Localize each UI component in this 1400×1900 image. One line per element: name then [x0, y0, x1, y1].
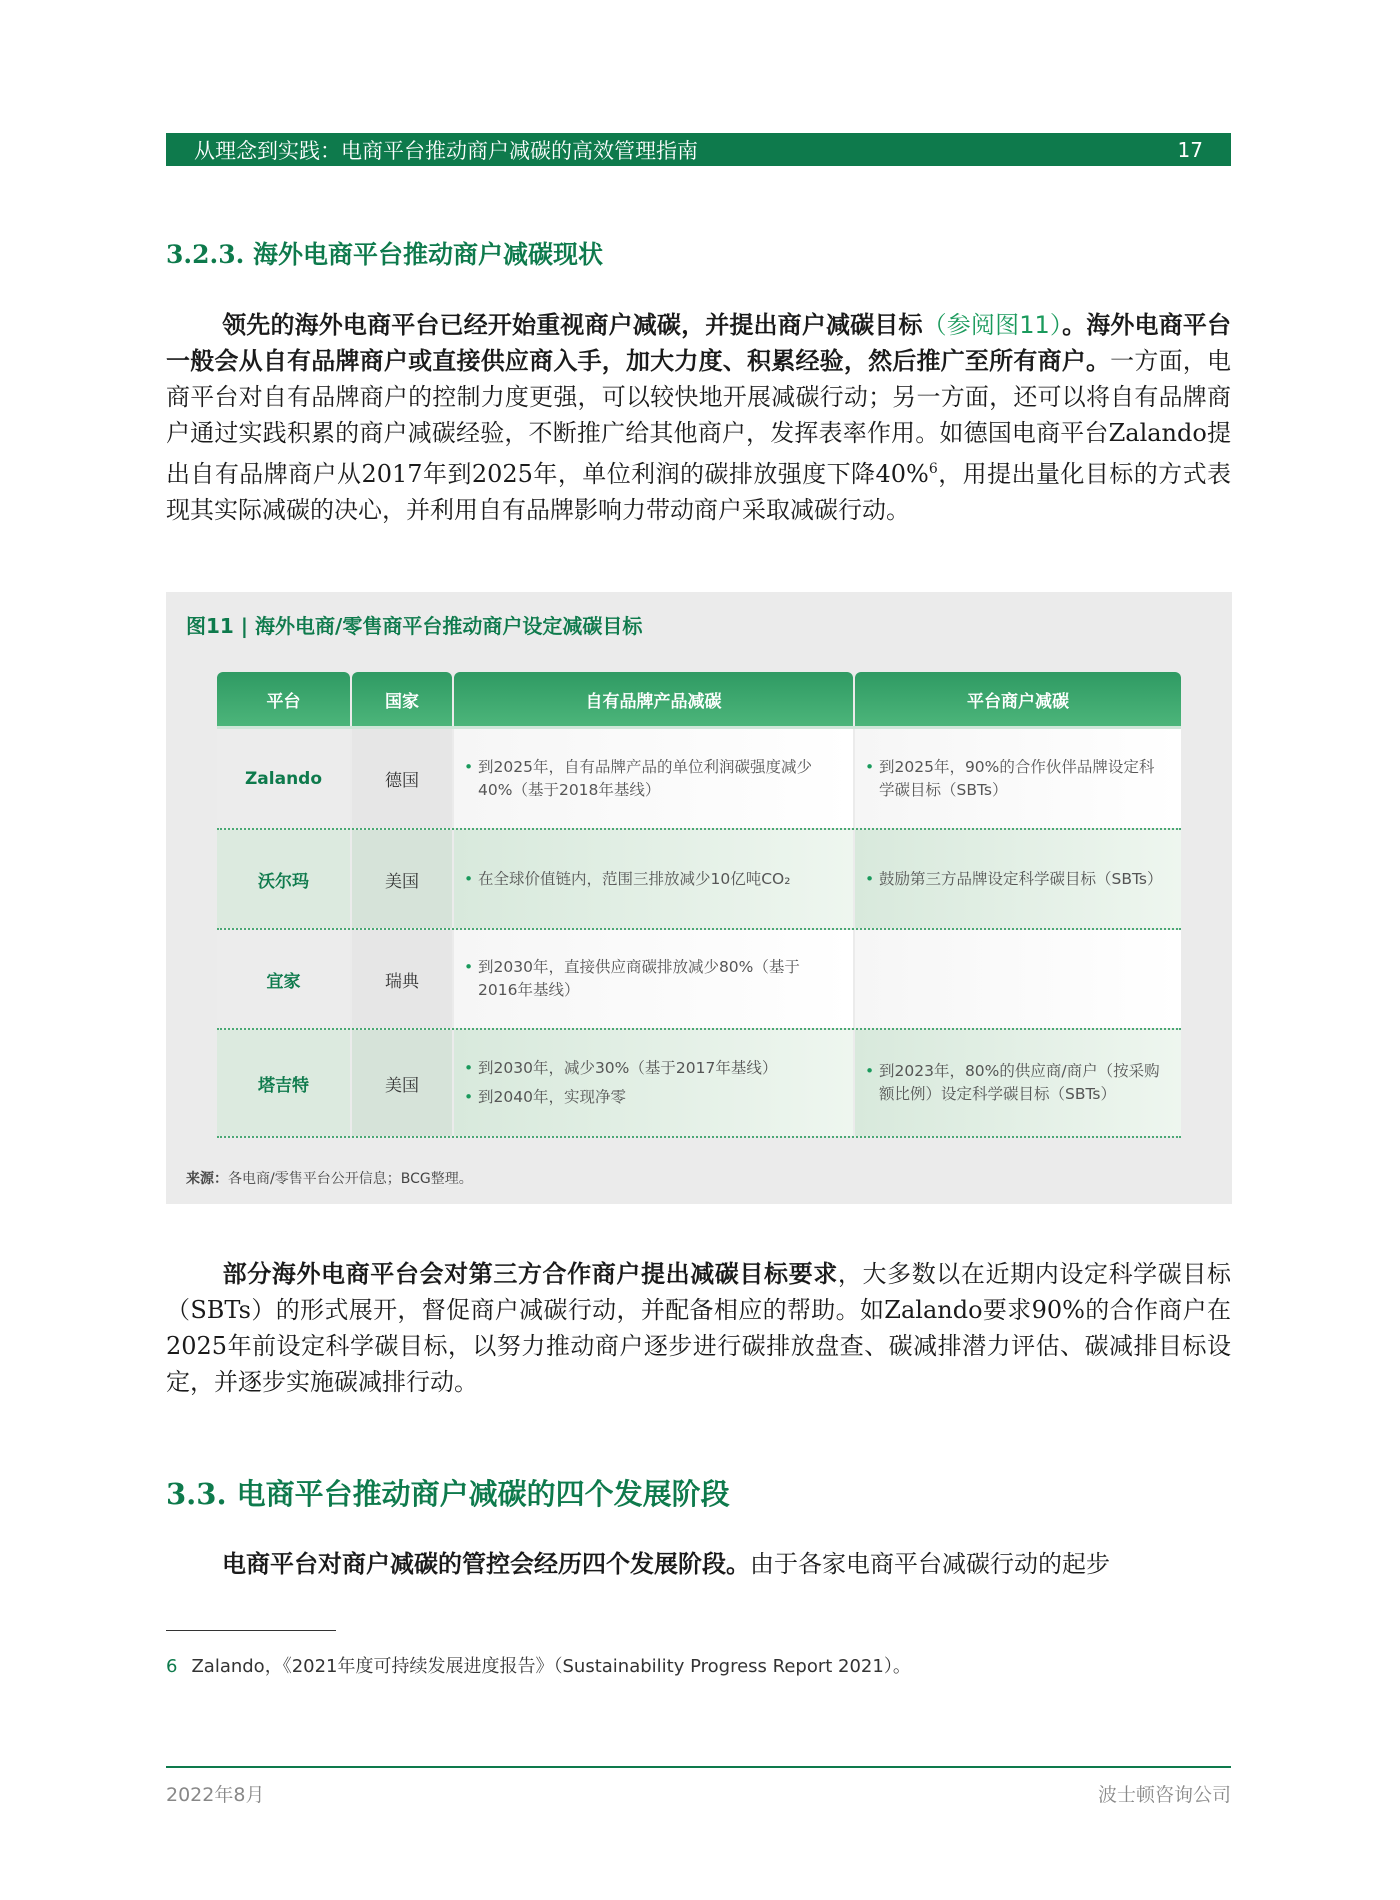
figure-reference-link[interactable]: （参阅图11） — [922, 311, 1063, 339]
column-header-country: 国家 — [352, 672, 452, 726]
para1-bold-b: 。海外电商平台一般会从自有品牌商户或直接供应商入手，加大力度、积累经验，然后推广至所有商户。 — [166, 310, 1231, 375]
platform-cell: 塔吉特 — [217, 1030, 350, 1136]
merchant-cell — [855, 1030, 1181, 1136]
paragraph-third-party-merchants — [166, 1256, 1231, 1400]
own-brand-cell — [454, 1030, 853, 1136]
running-header — [166, 133, 1231, 166]
paragraph-four-stages — [166, 1546, 1231, 1582]
para3-bold: 电商平台对商户减碳的管控会经历四个发展阶段。 — [222, 1549, 750, 1578]
merchant-cell — [855, 930, 1181, 1028]
table-row — [217, 729, 1181, 830]
platform-cell: 沃尔玛 — [217, 830, 350, 928]
country-cell: 美国 — [352, 1030, 452, 1136]
para2-bold: 部分海外电商平台会对第三方合作商户提出减碳目标要求 — [222, 1259, 838, 1288]
column-header-own-brand: 自有品牌产品减碳 — [454, 672, 853, 726]
para1-text-b: ，用提出量化目标的方式表现其实际减碳的决心，并利用自有品牌影响力带动商户采取减碳行动。 — [166, 460, 1231, 524]
footnote-marker[interactable]: 6 — [928, 461, 938, 477]
list-item: • 到2025年，90%的合作伙伴品牌设定科学碳目标（SBTs） — [865, 756, 1165, 802]
footnote-text: Zalando，《2021年度可持续发展进度报告》（Sustainability Progress Report 2021）。 — [191, 1656, 911, 1677]
country-cell: 德国 — [352, 729, 452, 828]
list-item: • 在全球价值链内，范围三排放减少10亿吨CO₂ — [464, 868, 837, 891]
source-text: 各电商/零售平台公开信息；BCG整理。 — [228, 1171, 473, 1187]
list-item: • 到2023年，80%的供应商/商户（按采购额比例）设定科学碳目标（SBTs） — [865, 1060, 1165, 1106]
footnote — [166, 1652, 911, 1678]
country-cell: 瑞典 — [352, 930, 452, 1028]
figure-source — [186, 1168, 473, 1188]
footer-divider — [166, 1766, 1231, 1768]
own-brand-cell — [454, 729, 853, 828]
para1-text-a: 一方面，电商平台对自有品牌商户的控制力度更强，可以较快地开展减碳行动；另一方面，还可以将自有品牌商户通过实践积累的商户减碳经验，不断推广给其他商户，发挥表率作用。如德国电商平台Zalando提出自有品牌商户从2017年到2025年，单位利润的碳排放强度下降40% — [166, 347, 1232, 488]
table-row — [217, 830, 1181, 930]
list-item: • 到2040年，实现净零 — [464, 1086, 837, 1109]
country-cell: 美国 — [352, 830, 452, 928]
own-brand-cell — [454, 830, 853, 928]
section-heading-3-3: 3.3. 电商平台推动商户减碳的四个发展阶段 — [166, 1477, 730, 1511]
list-item: • 到2030年，直接供应商碳排放减少80%（基于2016年基线） — [464, 956, 837, 1002]
figure-title: 图11 | 海外电商/零售商平台推动商户设定减碳目标 — [186, 614, 643, 638]
footer-organization: 波士顿咨询公司 — [1097, 1784, 1231, 1806]
footer-date: 2022年8月 — [166, 1784, 265, 1806]
para1-bold-a: 领先的海外电商平台已经开始重视商户减碳，并提出商户减碳目标 — [222, 310, 923, 339]
merchant-cell — [855, 830, 1181, 928]
platform-cell: Zalando — [217, 729, 350, 828]
para3-text: 由于各家电商平台减碳行动的起步 — [750, 1550, 1110, 1578]
list-item: • 到2030年，减少30%（基于2017年基线） — [464, 1057, 837, 1080]
footnote-number: 6 — [166, 1656, 178, 1677]
list-item: • 鼓励第三方品牌设定科学碳目标（SBTs） — [865, 868, 1165, 891]
page-number: 17 — [1177, 137, 1203, 162]
table-row — [217, 930, 1181, 1030]
figure-11 — [166, 592, 1232, 1204]
column-header-merchant: 平台商户减碳 — [855, 672, 1181, 726]
merchant-cell — [855, 729, 1181, 828]
source-label: 来源： — [186, 1171, 228, 1187]
footnote-divider — [166, 1630, 336, 1631]
platform-cell: 宜家 — [217, 930, 350, 1028]
para2-text: ，大多数以在近期内设定科学碳目标（SBTs）的形式展开，督促商户减碳行动，并配备相应的帮助。如Zalando要求90%的合作商户在2025年前设定科学碳目标，以努力推动商户逐步进行碳排放盘查、碳减排潜力评估、碳减排目标设定，并逐步实施碳减排行动。 — [166, 1260, 1232, 1396]
header-title: 从理念到实践：电商平台推动商户减碳的高效管理指南 — [194, 138, 698, 163]
table-row — [217, 1030, 1181, 1138]
paragraph-overseas-platforms — [166, 307, 1231, 528]
own-brand-cell — [454, 930, 853, 1028]
column-header-platform: 平台 — [217, 672, 350, 726]
list-item: • 到2025年，自有品牌产品的单位利润碳强度减少40%（基于2018年基线） — [464, 756, 837, 802]
section-heading-3-2-3: 3.2.3. 海外电商平台推动商户减碳现状 — [166, 240, 604, 269]
